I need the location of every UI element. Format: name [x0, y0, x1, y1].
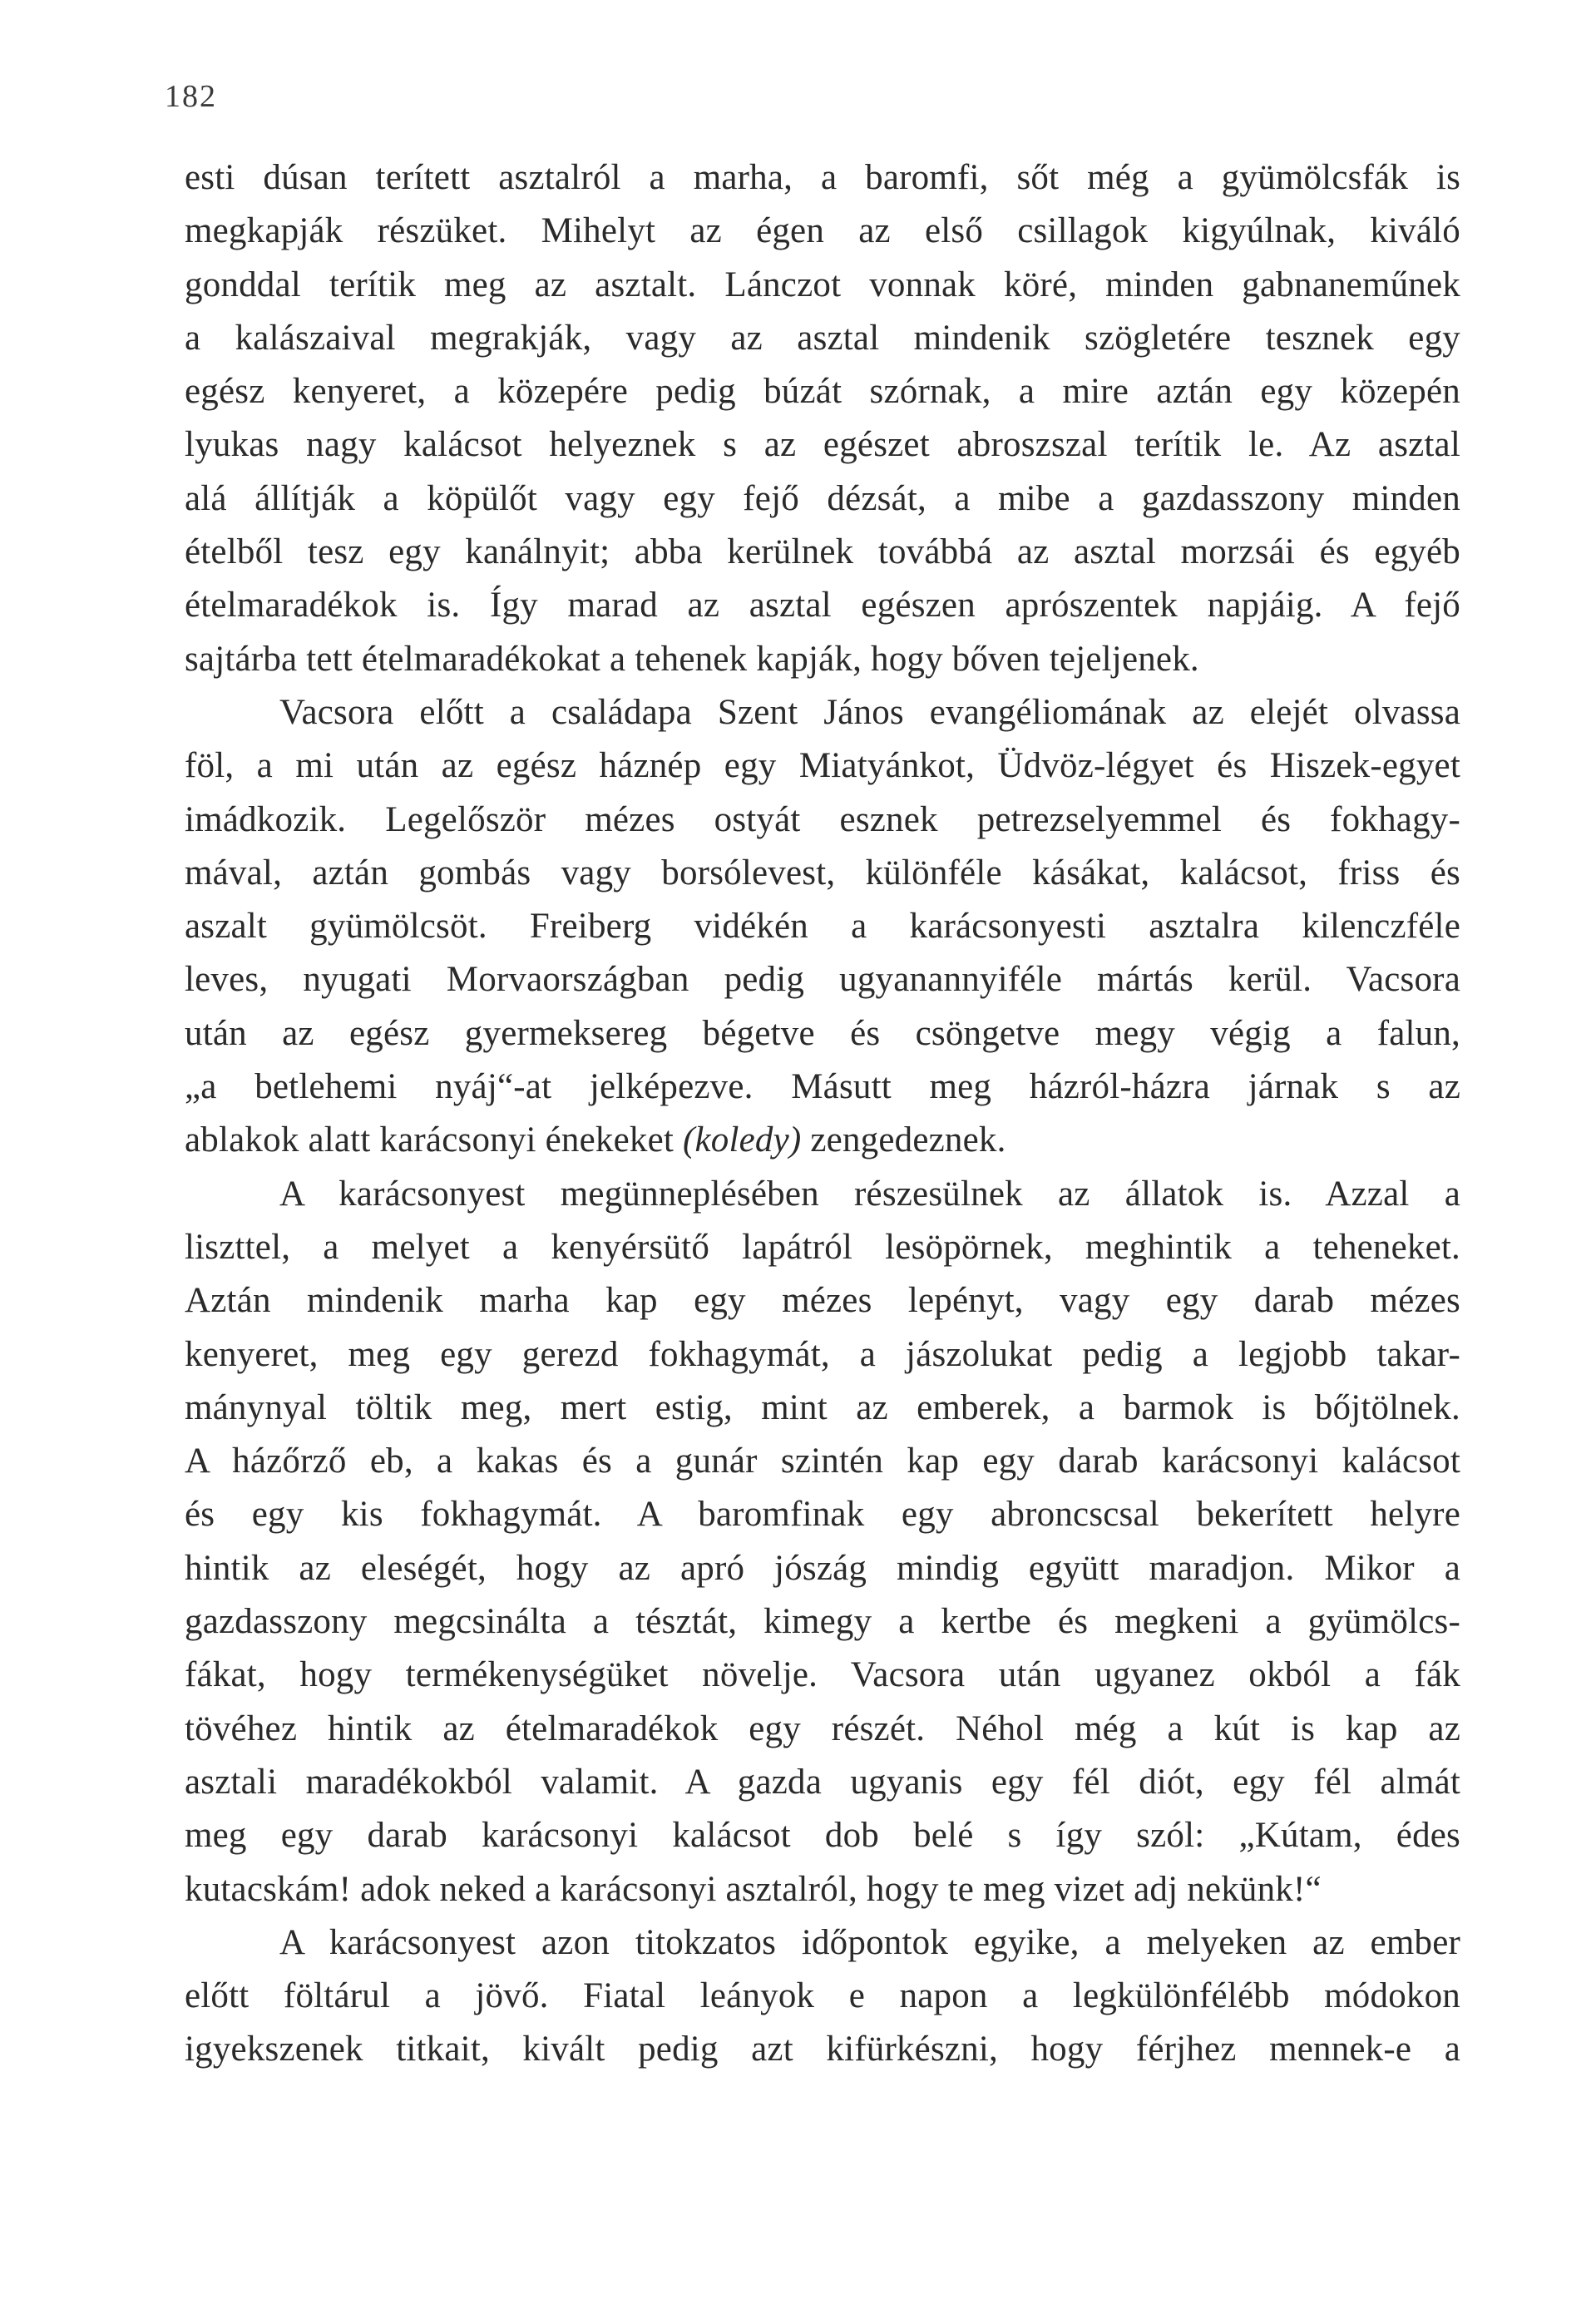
- text-line: [185, 1114, 1460, 1167]
- text-line: hintik az eleségét, hogy az apró jószág mindig együtt maradjon. Mikor a: [185, 1548, 1460, 1588]
- text-line: lyukas nagy kalácsot helyeznek s az egészet abroszszal terítik le. Az asztal: [185, 425, 1460, 465]
- text-line: Vacsora előtt a családapa Szent János evangéliomának az elejét olvassa: [279, 692, 1460, 732]
- text-line: ételből tesz egy kanálnyit; abba kerülnek továbbá az asztal morzsái és egyéb: [185, 532, 1460, 572]
- text-line: kutacskám! adok neked a karácsonyi asztalról, hogy te meg vizet adj nekünk!“: [185, 1869, 1322, 1909]
- text-line: esti dúsan terített asztalról a marha, a baromfi, sőt még a gyümölcsfák is: [185, 158, 1460, 197]
- text-line: leves, nyugati Morvaországban pedig ugyanannyiféle mártás kerül. Vacsora: [185, 960, 1460, 1000]
- text-line: és egy kis fokhagymát. A baromfinak egy abroncscsal bekerített helyre: [185, 1495, 1460, 1535]
- text-line: mával, aztán gombás vagy borsólevest, különféle kásákat, kalácsot, friss és: [185, 853, 1460, 893]
- text-line: A karácsonyest megünneplésében részesülnek az állatok is. Azzal a: [279, 1174, 1460, 1214]
- text-line: gazdasszony megcsinálta a tésztát, kimegy a kertbe és megkeni a gyümölcs-: [185, 1602, 1460, 1642]
- text-line: liszttel, a melyet a kenyérsütő lapátról lesöpörnek, meghintik a teheneket.: [185, 1227, 1460, 1267]
- text-line: Aztán mindenik marha kap egy mézes lepényt, vagy egy darab mézes: [185, 1281, 1460, 1321]
- text-line: asztali maradékokból valamit. A gazda ugyanis egy fél diót, egy fél almát: [185, 1762, 1460, 1802]
- text-segment: zengedeznek.: [801, 1120, 1006, 1160]
- text-line: A karácsonyest azon titokzatos időpontok egyike, a melyeken az ember: [279, 1922, 1460, 1962]
- text-segment: ablakok alatt karácsonyi énekeket: [185, 1120, 683, 1160]
- text-line: „a betlehemi nyáj“-at jelképezve. Másutt meg házról-házra járnak s az: [185, 1067, 1460, 1107]
- text-line: alá állítják a köpülőt vagy egy fejő dézsát, a mibe a gazdasszony minden: [185, 478, 1460, 518]
- text-line: sajtárba tett ételmaradékokat a tehenek kapják, hogy bőven tejeljenek.: [185, 639, 1199, 679]
- text-line: A házőrző eb, a kakas és a gunár szintén kap egy darab karácsonyi kalácsot: [185, 1441, 1460, 1481]
- text-line: előtt föltárul a jövő. Fiatal leányok e napon a legkülönfélébb módokon: [185, 1976, 1460, 2016]
- text-line: gonddal terítik meg az asztalt. Lánczot vonnak köré, minden gabnaneműnek: [185, 265, 1460, 304]
- text-line: fákat, hogy termékenységüket növelje. Vacsora után ugyanez okból a fák: [185, 1655, 1460, 1695]
- text-line: tövéhez hintik az ételmaradékok egy részét. Néhol még a kút is kap az: [185, 1708, 1460, 1748]
- text-line: kenyeret, meg egy gerezd fokhagymát, a jászolukat pedig a legjobb takar-: [185, 1334, 1460, 1374]
- body-text: [185, 151, 1460, 2077]
- text-line: a kalászaival megrakják, vagy az asztal mindenik szögletére tesznek egy: [185, 318, 1460, 358]
- text-line: megkapják részüket. Mihelyt az égen az első csillagok kigyúlnak, kiváló: [185, 211, 1460, 251]
- text-line: meg egy darab karácsonyi kalácsot dob belé s így szól: „Kútam, édes: [185, 1816, 1460, 1856]
- text-line: után az egész gyermeksereg bégetve és csöngetve megy végig a falun,: [185, 1013, 1460, 1053]
- text-line: imádkozik. Legelőször mézes ostyát esznek petrezselyemmel és fokhagy-: [185, 799, 1460, 839]
- text-line: föl, a mi után az egész háznép egy Miatyánkot, Üdvöz-légyet és Hiszek-egyet: [185, 746, 1460, 786]
- text-line: egész kenyeret, a közepére pedig búzát szórnak, a mire aztán egy közepén: [185, 372, 1460, 412]
- page-number: 182: [165, 79, 217, 114]
- italic-term: (koledy): [682, 1120, 802, 1160]
- text-line: mánynyal töltik meg, mert estig, mint az emberek, a barmok is bőjtölnek.: [185, 1387, 1460, 1427]
- text-line: igyekszenek titkait, kivált pedig azt kifürkészni, hogy férjhez mennek-e a: [185, 2030, 1460, 2069]
- text-line: aszalt gyümölcsöt. Freiberg vidékén a karácsonyesti asztalra kilenczféle: [185, 907, 1460, 947]
- text-line: ételmaradékok is. Így marad az asztal egészen aprószentek napjáig. A fejő: [185, 586, 1460, 626]
